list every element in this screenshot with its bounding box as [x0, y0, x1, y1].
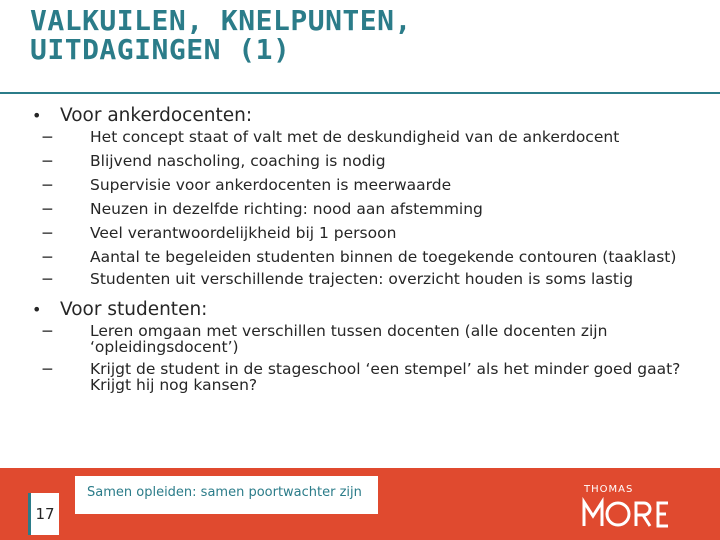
dash-icon: −	[41, 322, 54, 340]
list-item: − Het concept staat of valt met de deskundigheid van de ankerdocent	[41, 128, 620, 146]
bullet-heading: Voor studenten:	[60, 299, 208, 320]
dash-icon: −	[41, 152, 54, 170]
bullet-heading: Voor ankerdocenten:	[60, 105, 253, 126]
bullet-studenten	[30, 299, 695, 321]
thomas-more-logo	[578, 484, 690, 530]
list-item: − Aantal te begeleiden studenten binnen de toegekende contouren (taaklast)	[41, 248, 677, 266]
title-divider	[0, 92, 720, 94]
bullet-icon: •	[32, 106, 42, 125]
slide-title-line-1: VALKUILEN, KNELPUNTEN,	[30, 4, 412, 37]
sublist-ankerdocenten	[30, 129, 695, 287]
dash-icon: −	[41, 248, 54, 266]
slide-title	[30, 6, 590, 64]
list-item: − Neuzen in dezelfde richting: nood aan afstemming	[41, 200, 483, 218]
slide-body	[30, 100, 695, 401]
slide-title-line-2: UITDAGINGEN (1)	[30, 33, 291, 66]
dash-icon: −	[41, 270, 54, 288]
dash-icon: −	[41, 176, 54, 194]
dash-icon: −	[41, 200, 54, 218]
page-number: 17	[28, 493, 59, 535]
bullet-ankerdocenten	[30, 105, 695, 127]
list-item: − Blijvend nascholing, coaching is nodig	[41, 152, 386, 170]
dash-icon: −	[41, 224, 54, 242]
list-item: − Leren omgaan met verschillen tussen docenten (alle docenten zijn ‘opleidingsdocent’)	[41, 322, 608, 356]
dash-icon: −	[41, 360, 54, 378]
logo-top-text: THOMAS	[584, 484, 634, 495]
dash-icon: −	[41, 128, 54, 146]
list-item: − Studenten uit verschillende trajecten: overzicht houden is soms lastig	[41, 270, 634, 288]
bullet-icon: •	[32, 300, 42, 319]
logo-more-graphic	[578, 484, 690, 530]
list-item: − Veel verantwoordelijkheid bij 1 persoon	[41, 224, 397, 242]
list-item: − Supervisie voor ankerdocenten is meerwaarde	[41, 176, 452, 194]
sublist-studenten	[30, 323, 695, 393]
footer-caption: Samen opleiden: samen poortwachter zijn	[75, 476, 378, 514]
list-item: − Krijgt de student in de stageschool ‘een stempel’ als het minder goed gaat? Krijgt hij nog kansen?	[41, 360, 681, 394]
